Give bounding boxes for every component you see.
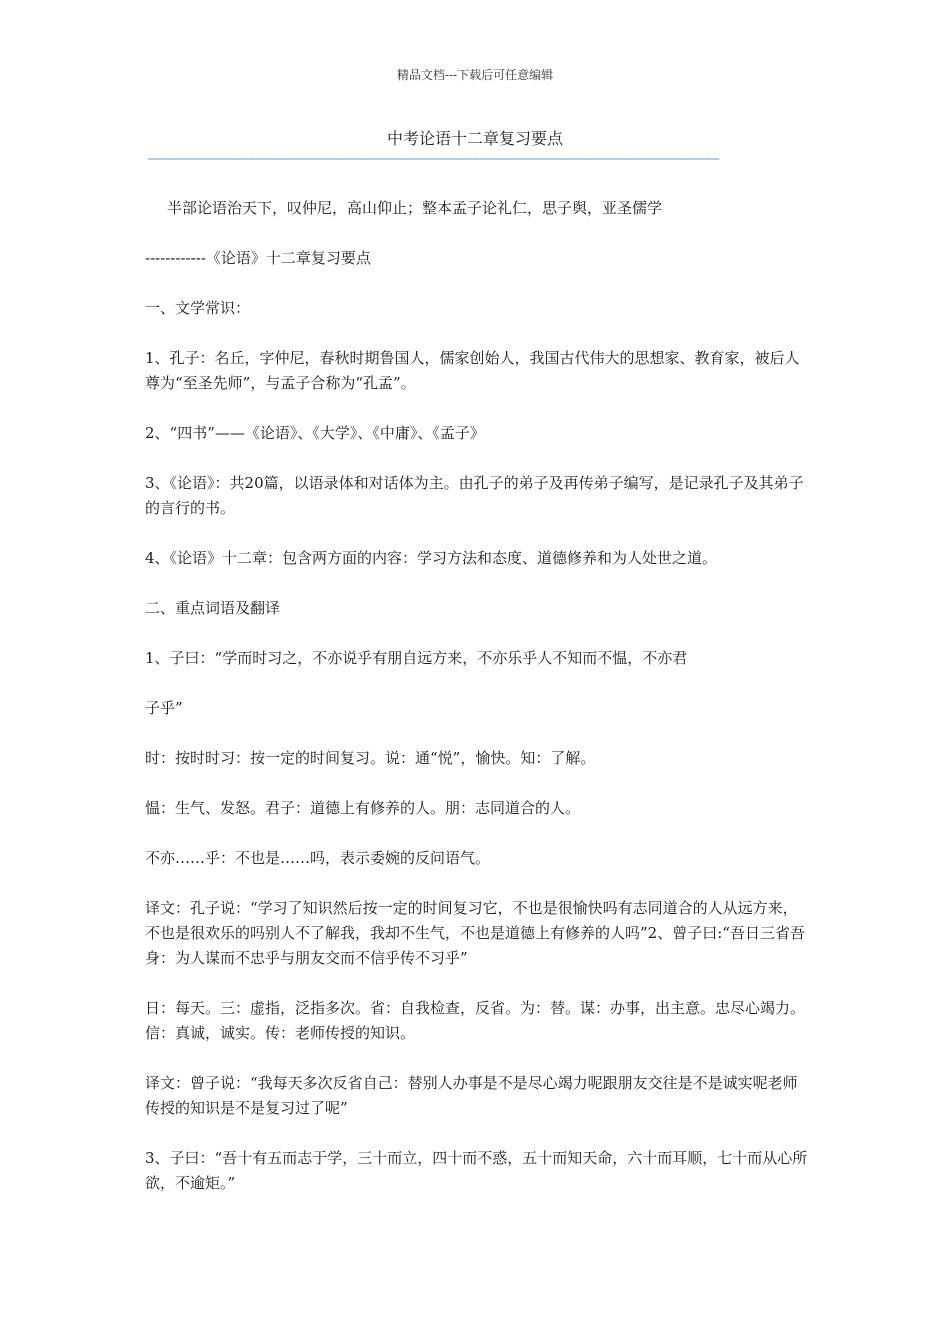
section-heading-literature: 一、文学常识： (145, 299, 251, 317)
quote-chapter-1: 1、子曰：“学而时习之，不亦说乎有朋自远方来，不亦乐乎人不知而不愠，不亦君 (145, 649, 688, 667)
notes-chapter-1-b: 愠：生气、发怒。君子：道德上有修养的人。朋：志同道合的人。 (145, 799, 581, 817)
notes-chapter-2: 日：每天。三：虚指，泛指多次。省：自我检查，反省。为：替。谋：办事，出主意。忠尽心竭力。信：真诚，诚实。传：老师传授的知识。 (145, 999, 806, 1042)
paragraph-analects: 3、《论语》：共20篇，以语录体和对话体为主。由孔子的弟子及再传弟子编写，是记录孔子及其弟子的言行的书。 (145, 474, 804, 517)
section-heading-vocabulary: 二、重点词语及翻译 (145, 599, 281, 617)
paragraph-confucius: 1、孔子：名丘，字仲尼，春秋时期鲁国人，儒家创始人，我国古代伟大的思想家、教育家，被后人尊为“至圣先师”，与孟子合称为“孔孟”。 (145, 349, 800, 392)
translation-chapter-2: 译文：曾子说：“我每天多次反省自己：替别人办事是不是尽心竭力呢跟朋友交往是不是诚实呢老师传授的知识是不是复习过了呢” (145, 1074, 798, 1117)
page-header: 精品文档---下载后可任意编辑 (396, 68, 554, 82)
title-divider: ────────────────────────────────────────────────────────────────────────── (148, 152, 720, 166)
opening-couplet: 半部论语治天下，叹仲尼，高山仰止；整本孟子论礼仁，思子舆，亚圣儒学 (167, 199, 663, 217)
quote-chapter-3: 3、子曰：“吾十有五而志于学，三十而立，四十而不惑，五十而知天命，六十而耳顺，七十而从心所欲，不逾矩。” (145, 1149, 808, 1192)
document-body (145, 196, 810, 1221)
paragraph-twelve-chapters: 4、《论语》十二章：包含两方面的内容：学习方法和态度、道德修养和为人处世之道。 (145, 549, 718, 567)
subtitle-line: ------------《论语》十二章复习要点 (145, 249, 371, 267)
quote-chapter-1-end: 子乎” (145, 699, 183, 717)
document-title: 中考论语十二章复习要点 (386, 129, 563, 148)
paragraph-four-books: 2、“四书”——《论语》、《大学》、《中庸》、《孟子》 (145, 424, 485, 442)
notes-chapter-1-a: 时：按时时习：按一定的时间复习。说：通“悦”，愉快。知：了解。 (145, 749, 596, 767)
translation-chapter-1: 译文：孔子说：“学习了知识然后按一定的时间复习它，不也是很愉快吗有志同道合的人从远方来，不也是很欢乐的吗别人不了解我，我却不生气，不也是道德上有修养的人吗”2、曾子曰:“吾日三省吾身：为人谋而不忠乎与朋友交而不信乎传不习乎” (145, 899, 805, 967)
notes-chapter-1-c: 不亦……乎：不也是……吗，表示委婉的反问语气。 (145, 849, 491, 867)
